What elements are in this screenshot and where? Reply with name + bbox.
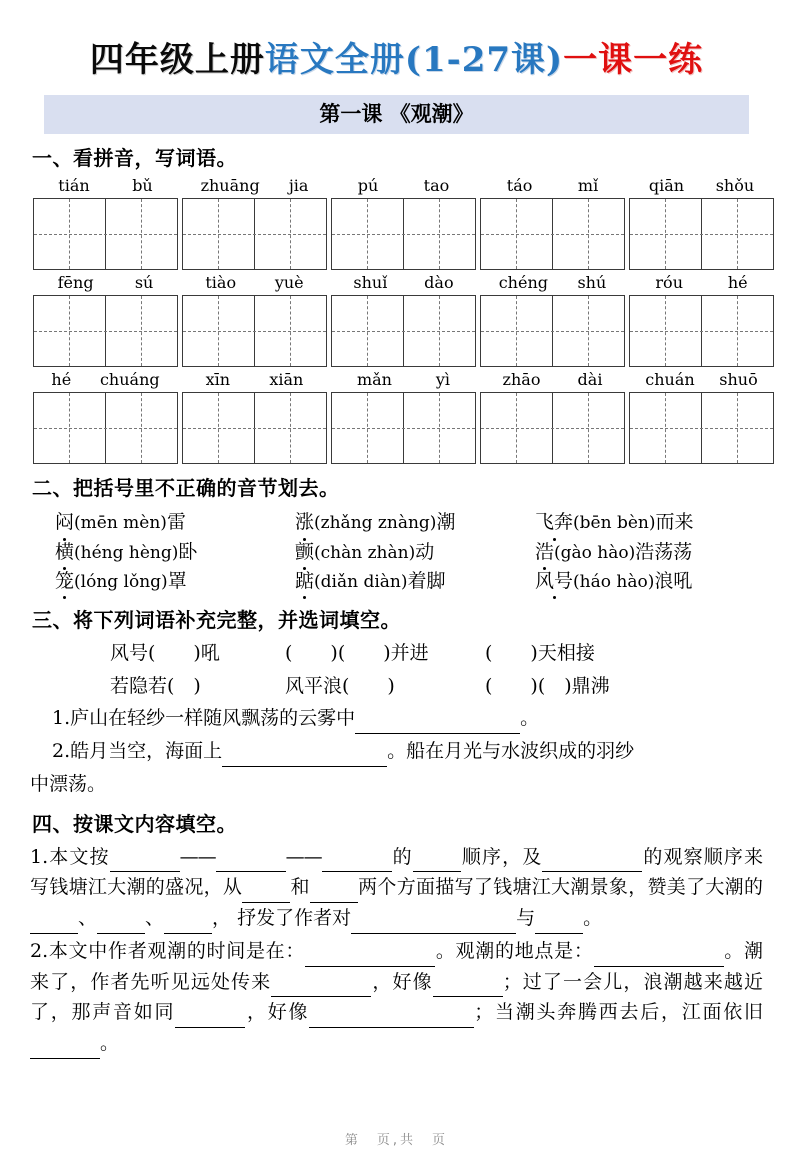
choice-head: 涨 [295, 508, 314, 537]
q1-text: 抒发了作者对 [237, 907, 352, 930]
pinyin-syllable: tao [423, 176, 450, 196]
writing-cell[interactable] [332, 393, 404, 463]
pinyin-grid-group [331, 176, 476, 270]
pinyin-syllable: róu [655, 273, 683, 293]
writing-cell[interactable] [702, 296, 774, 366]
answer-blank[interactable] [542, 851, 642, 872]
answer-blank[interactable] [309, 1007, 474, 1028]
page-title [0, 40, 793, 81]
answer-blank[interactable] [413, 851, 461, 872]
q2-text: ；过了一会儿， [502, 970, 644, 993]
pinyin-syllable: shǒu [715, 176, 755, 196]
choice-options[interactable]: (gào hào) [554, 542, 636, 563]
writing-cell[interactable] [553, 393, 625, 463]
choice-item[interactable] [55, 538, 295, 567]
q2-text: ，好像 [371, 970, 433, 993]
pinyin-syllable: hé [727, 273, 748, 293]
choice-options[interactable]: (lóng lǒng) [74, 572, 168, 593]
writing-cell[interactable] [702, 393, 774, 463]
pinyin-pair [33, 273, 178, 295]
q1-text: ， [212, 907, 232, 930]
answer-blank[interactable] [175, 1007, 245, 1028]
q1-text: 与 [516, 907, 536, 930]
q1-dash: —— [285, 845, 322, 868]
pinyin-syllable: pú [357, 176, 379, 196]
fill-2-text: 2.皓月当空，海面上 [52, 740, 223, 762]
title-subject: 语文全册(1-27课) [264, 40, 564, 80]
writing-cell[interactable] [481, 393, 553, 463]
q2-text: 奔腾西去后，江面依旧 [557, 1001, 763, 1024]
pinyin-pair [480, 176, 625, 198]
idiom-item[interactable]: 若隐若( ) [110, 674, 201, 697]
pinyin-grid-row-3 [33, 370, 793, 464]
choice-item[interactable] [535, 538, 775, 567]
writing-box[interactable] [182, 295, 327, 367]
q1-text: 的观察顺序 [642, 845, 744, 868]
choice-head: 浩 [535, 538, 554, 567]
writing-cell[interactable] [481, 199, 553, 269]
pinyin-grid-group [33, 176, 178, 270]
choice-options[interactable]: (háo hào) [573, 572, 655, 593]
fill-1-text: 1.庐山在轻纱一样随风飘荡的云雾中 [52, 707, 356, 730]
choice-row [55, 567, 793, 596]
lesson-banner: 第一课 《观潮》 [44, 95, 749, 134]
choice-options[interactable]: (mēn mèn) [74, 513, 167, 534]
choice-item[interactable] [535, 567, 775, 596]
section-4-question-1 [30, 842, 763, 934]
idiom-item[interactable]: 风号( )吼 [110, 642, 220, 665]
writing-cell[interactable] [183, 199, 255, 269]
answer-blank[interactable] [535, 913, 583, 934]
pinyin-syllable: sú [134, 273, 154, 293]
section-3-fill-2 [52, 736, 763, 767]
pinyin-pair [480, 370, 625, 392]
idiom-item[interactable]: ( )( )并进 [285, 642, 429, 665]
writing-cell[interactable] [106, 296, 178, 366]
writing-cell[interactable] [255, 199, 327, 269]
answer-blank[interactable] [164, 913, 212, 934]
pinyin-syllable: zhuāng [200, 176, 260, 196]
writing-box[interactable] [182, 392, 327, 464]
idiom-item[interactable]: ( )天相接 [485, 642, 595, 665]
section-2-heading: 二、把括号里不正确的音节划去。 [32, 476, 340, 501]
writing-box[interactable] [629, 198, 774, 270]
writing-cell[interactable] [481, 296, 553, 366]
pinyin-syllable: tián [58, 176, 90, 196]
q1-text: 及 [522, 845, 543, 868]
section-1-heading: 一、看拼音，写词语。 [32, 146, 237, 171]
pinyin-syllable: hé [51, 370, 72, 390]
choice-tail: 潮 [436, 511, 456, 534]
writing-cell[interactable] [332, 296, 404, 366]
choice-head: 踮 [295, 567, 314, 596]
section-4-question-2 [30, 936, 763, 1059]
choice-item[interactable] [55, 567, 295, 596]
pinyin-grid-group [331, 273, 476, 367]
writing-cell[interactable] [630, 296, 702, 366]
q2-text: ；当潮头 [474, 1001, 558, 1024]
q1-text: 两个方面描写了钱塘江大潮景象，赞美 [357, 876, 687, 899]
choice-tail: 浩荡荡 [635, 540, 693, 563]
pinyin-grid-group [33, 370, 178, 464]
fill-1-end: 。 [520, 707, 540, 730]
choice-row [55, 508, 793, 537]
choice-item[interactable] [295, 538, 535, 567]
pinyin-syllable: bǔ [132, 176, 153, 196]
pinyin-syllable: chuáng [99, 370, 160, 390]
pinyin-pair [182, 370, 327, 392]
pinyin-grid-row-1 [33, 176, 793, 270]
writing-box[interactable] [480, 198, 625, 270]
writing-box[interactable] [33, 392, 178, 464]
writing-cell[interactable] [106, 199, 178, 269]
section-4-heading: 四、按课文内容填空。 [32, 811, 237, 836]
pinyin-pair [33, 176, 178, 198]
pinyin-pair [480, 273, 625, 295]
q2-text: 。观潮的地点是： [435, 939, 594, 962]
writing-cell[interactable] [34, 296, 106, 366]
writing-box[interactable] [480, 392, 625, 464]
pinyin-grid-group [480, 273, 625, 367]
section-3-heading: 三、将下列词语补充完整，并选词填空。 [32, 608, 401, 633]
writing-cell[interactable] [702, 199, 774, 269]
choice-item[interactable] [295, 508, 535, 537]
pinyin-syllable: dài [577, 370, 603, 390]
q1-text: 顺序， [460, 845, 523, 868]
writing-cell[interactable] [630, 393, 702, 463]
writing-cell[interactable] [106, 393, 178, 463]
fill-2-mid: 。船在月光与水波织成的羽纱 [387, 740, 635, 762]
writing-cell[interactable] [34, 393, 106, 463]
answer-blank[interactable] [271, 976, 371, 997]
answer-blank[interactable] [322, 851, 392, 872]
pinyin-syllable: mǐ [577, 176, 599, 196]
page-footer: 第 页,共 页 [344, 1133, 449, 1148]
idiom-row-1 [110, 638, 793, 668]
pinyin-syllable: shuǐ [353, 273, 388, 293]
pinyin-pair [629, 370, 774, 392]
q1-text: 了大潮的 [686, 876, 763, 899]
section-3-fill-1 [52, 703, 763, 734]
pinyin-syllable: xīn [205, 370, 231, 390]
writing-box[interactable] [629, 295, 774, 367]
writing-cell[interactable] [255, 393, 327, 463]
pinyin-syllable: jia [288, 176, 309, 196]
answer-blank[interactable] [433, 976, 503, 997]
choice-item[interactable] [295, 567, 535, 596]
q1-text: 来写钱塘江大潮的盛况，从 [30, 845, 763, 899]
pinyin-syllable: dào [424, 273, 454, 293]
writing-box[interactable] [33, 295, 178, 367]
title-series: 一课一练 [563, 40, 704, 80]
answer-blank[interactable] [30, 1038, 100, 1059]
writing-cell[interactable] [630, 199, 702, 269]
pinyin-syllable: shú [577, 273, 607, 293]
pinyin-grid-group [480, 176, 625, 270]
q2-text: 浪潮越来越近了，那声音如同 [30, 970, 763, 1024]
pinyin-syllable: yì [435, 370, 451, 390]
pinyin-pair [331, 370, 476, 392]
choice-head: 笼 [55, 567, 74, 596]
writing-cell[interactable] [183, 393, 255, 463]
choice-item[interactable] [55, 508, 295, 537]
choice-tail: 雷 [166, 511, 186, 534]
pinyin-grid-group [182, 370, 327, 464]
choice-tail: 罩 [167, 570, 187, 593]
answer-blank[interactable] [305, 946, 435, 967]
choice-tail: 卧 [178, 540, 198, 563]
choice-tail: 而来 [655, 511, 694, 534]
pinyin-syllable: fēng [57, 273, 94, 293]
answer-blank[interactable] [222, 746, 387, 767]
pinyin-syllable: táo [506, 176, 533, 196]
q2-text: 。潮来了，作者先听见远处传来 [30, 939, 763, 993]
choice-head: 横 [55, 538, 74, 567]
pinyin-grid-group [331, 370, 476, 464]
choice-head: 风号 [535, 567, 573, 596]
writing-box[interactable] [33, 198, 178, 270]
choice-options[interactable]: (héng hèng) [74, 542, 179, 563]
choice-tail: 着脚 [407, 570, 446, 593]
pinyin-pair [629, 273, 774, 295]
q2-text: 2.本文中作者观潮的时间是在： [30, 939, 306, 962]
answer-blank[interactable] [97, 913, 145, 934]
worksheet-page [0, 40, 793, 1162]
q1-text: 的 [391, 845, 413, 868]
q1-dash: —— [179, 845, 216, 868]
q1-text: 1.本文按 [30, 845, 110, 868]
writing-box[interactable] [182, 198, 327, 270]
writing-cell[interactable] [404, 296, 476, 366]
answer-blank[interactable] [242, 882, 290, 903]
answer-blank[interactable] [216, 851, 286, 872]
choice-head: 闷 [55, 508, 74, 537]
answer-blank[interactable] [110, 851, 180, 872]
pinyin-syllable: mǎn [356, 370, 392, 390]
pinyin-syllable: zhāo [502, 370, 541, 390]
pinyin-syllable: yuè [274, 273, 304, 293]
writing-box[interactable] [331, 198, 476, 270]
pinyin-grid-group [182, 176, 327, 270]
pinyin-pair [629, 176, 774, 198]
pinyin-grid-group [629, 370, 774, 464]
idiom-row-2 [110, 671, 793, 701]
writing-cell[interactable] [183, 296, 255, 366]
writing-cell[interactable] [255, 296, 327, 366]
pinyin-grid-group [480, 370, 625, 464]
pinyin-grid-group [629, 273, 774, 367]
writing-cell[interactable] [34, 199, 106, 269]
idiom-item[interactable]: ( )( )鼎沸 [485, 674, 610, 697]
pinyin-pair [331, 273, 476, 295]
pinyin-syllable: shuō [719, 370, 758, 390]
choice-options[interactable]: (chàn zhàn) [314, 542, 416, 563]
pinyin-syllable: chéng [498, 273, 548, 293]
pinyin-syllable: tiào [205, 273, 237, 293]
q2-text: ，好像 [245, 1001, 310, 1024]
pinyin-syllable: chuán [645, 370, 695, 390]
choice-options[interactable]: (zhǎng znàng) [314, 513, 437, 534]
writing-cell[interactable] [553, 199, 625, 269]
choice-tail: 浪吼 [654, 570, 693, 593]
pinyin-grid-row-2 [33, 273, 793, 367]
pinyin-grid-group [182, 273, 327, 367]
choice-head: 颤 [295, 538, 314, 567]
pinyin-grid-group [33, 273, 178, 367]
pinyin-syllable: xiān [269, 370, 304, 390]
choice-item[interactable] [535, 508, 775, 537]
writing-box[interactable] [629, 392, 774, 464]
writing-box[interactable] [480, 295, 625, 367]
choice-tail: 动 [415, 540, 435, 563]
title-grade: 四年级上册 [89, 40, 265, 80]
q1-text: 、 [78, 907, 98, 930]
choice-head: 飞奔 [535, 508, 573, 537]
section-3-fill-2-cont: 中漂荡。 [30, 772, 107, 795]
answer-blank[interactable] [351, 913, 516, 934]
writing-box[interactable] [331, 295, 476, 367]
writing-cell[interactable] [332, 199, 404, 269]
writing-cell[interactable] [553, 296, 625, 366]
choice-options[interactable]: (bēn bèn) [573, 513, 656, 534]
answer-blank[interactable] [30, 913, 78, 934]
q1-text: 。 [583, 907, 603, 930]
q1-text: 和 [290, 876, 310, 899]
writing-box[interactable] [331, 392, 476, 464]
section-2-body [0, 508, 793, 596]
choice-row [55, 538, 793, 567]
pinyin-pair [33, 370, 178, 392]
answer-blank[interactable] [310, 882, 358, 903]
pinyin-pair [182, 176, 327, 198]
q1-text: 、 [145, 907, 165, 930]
answer-blank[interactable] [594, 946, 724, 967]
pinyin-pair [331, 176, 476, 198]
choice-options[interactable]: (diǎn diàn) [314, 572, 408, 593]
pinyin-pair [182, 273, 327, 295]
q2-text: 。 [100, 1032, 120, 1055]
pinyin-syllable: qiān [648, 176, 685, 196]
idiom-item[interactable]: 风平浪( ) [285, 674, 395, 697]
writing-cell[interactable] [404, 393, 476, 463]
pinyin-grid-group [629, 176, 774, 270]
writing-cell[interactable] [404, 199, 476, 269]
answer-blank[interactable] [355, 713, 520, 734]
